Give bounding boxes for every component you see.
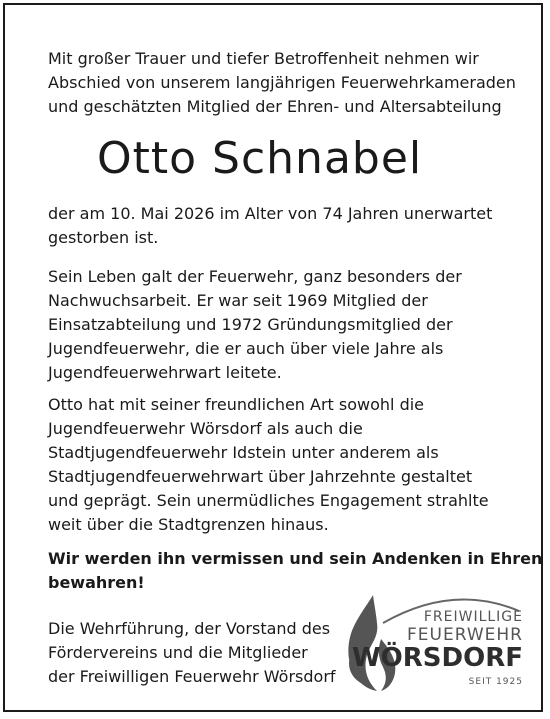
logo-text-woersdorf: WÖRSDORF [352,643,523,673]
text-line: Jugendfeuerwehr Wörsdorf als auch die [48,419,363,438]
text-line: Otto hat mit seiner freundlichen Art sowohl die [48,395,425,414]
death-paragraph [48,202,538,250]
text-line: und geprägt. Sein unermüdliches Engagement strahlte [48,491,489,510]
closing-statement [48,547,543,595]
intro-paragraph [48,47,538,119]
logo-text-feuerwehr: FEUERWEHR [407,625,523,645]
text-line: Abschied von unserem langjährigen Feuerwehrkameraden [48,73,516,92]
text-line: Nachwuchsarbeit. Er war seit 1969 Mitglied der [48,291,428,310]
text-line: Jugendfeuerwehrwart leitete. [48,363,282,382]
text-line: Fördervereins und die Mitglieder [48,643,308,662]
life-paragraph [48,265,538,385]
text-line: der Freiwilligen Feuerwehr Wörsdorf [48,667,336,686]
fire-department-logo [343,589,523,699]
logo-text-since: SEIT 1925 [468,677,523,687]
text-line: Mit großer Trauer und tiefer Betroffenheit nehmen wir [48,49,479,68]
text-line: weit über die Stadtgrenzen hinaus. [48,515,329,534]
tribute-paragraph [48,393,538,537]
text-line: bewahren! [48,573,145,592]
text-line: Stadtjugendfeuerwehrwart über Jahrzehnte gestaltet [48,467,473,486]
text-line: Sein Leben galt der Feuerwehr, ganz besonders der [48,267,462,286]
text-line: und geschätzten Mitglied der Ehren- und Altersabteilung [48,97,502,116]
text-line: Stadtjugendfeuerwehr Idstein unter anderem als [48,443,439,462]
obituary-frame [3,3,543,712]
text-line: der am 10. Mai 2026 im Alter von 74 Jahren unerwartet [48,204,493,223]
text-line: Einsatzabteilung und 1972 Gründungsmitglied der [48,315,453,334]
deceased-name: Otto Schnabel [97,133,423,184]
text-line: gestorben ist. [48,228,159,247]
text-line: Jugendfeuerwehr, die er auch über viele Jahre als [48,339,444,358]
logo-text-freiwillige: FREIWILLIGE [423,609,523,625]
text-line: Die Wehrführung, der Vorstand des [48,619,331,638]
text-line: Wir werden ihn vermissen und sein Andenken in Ehren [48,549,543,568]
